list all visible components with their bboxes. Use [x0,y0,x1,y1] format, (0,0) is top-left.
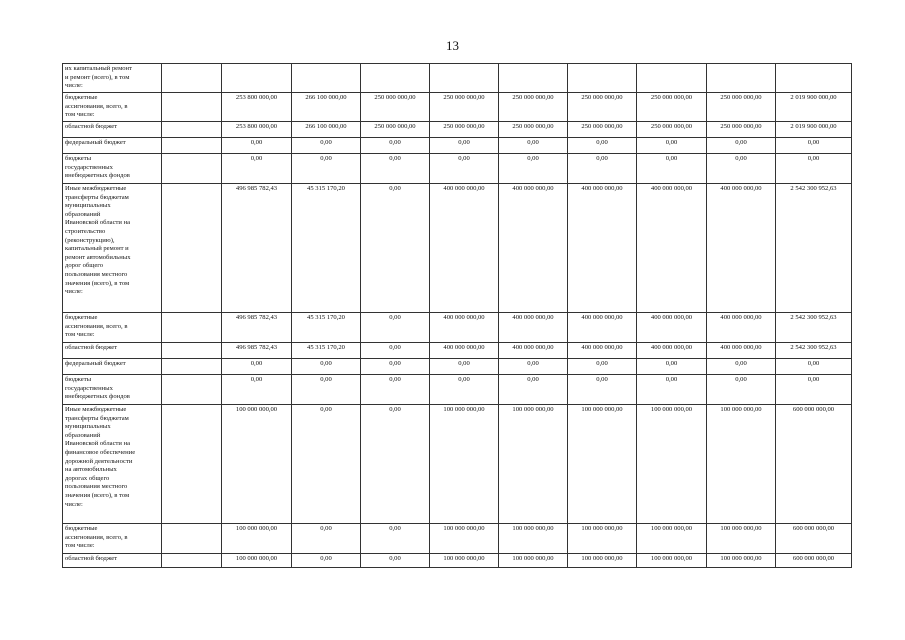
value-cell: 0,00 [361,138,430,154]
table-row [63,138,852,154]
value-cell: 0,00 [292,524,361,554]
value-cell: 250 000 000,00 [707,122,776,138]
row-label: бюджетные ассигнования, всего, в том числе: [63,313,162,343]
value-cell: 400 000 000,00 [637,343,707,359]
value-cell: 0,00 [361,554,430,568]
value-cell: 0,00 [707,375,776,405]
value-cell: 0,00 [707,138,776,154]
value-cell: 400 000 000,00 [430,343,499,359]
blank-cell [162,359,222,375]
value-cell: 266 100 000,00 [292,122,361,138]
value-cell: 2 019 900 000,00 [776,93,852,122]
value-cell: 100 000 000,00 [430,405,499,524]
row-label: областной бюджет [63,554,162,568]
blank-cell [162,64,222,93]
value-cell: 0,00 [568,359,637,375]
row-label: бюджеты государственных внебюджетных фондов [63,375,162,405]
value-cell: 0,00 [776,138,852,154]
value-cell: 253 800 000,00 [222,93,292,122]
value-cell: 400 000 000,00 [637,184,707,313]
row-label: Иные межбюджетные трансферты бюджетам муниципальных образований Ивановской области на финансовое обеспечение дорожной деятельности на автомобильных дорогах общего пользования местного значения (всего), в том числе: [63,405,162,524]
value-cell: 0,00 [292,405,361,524]
value-cell: 0,00 [430,359,499,375]
value-cell: 0,00 [776,375,852,405]
value-cell: 400 000 000,00 [637,313,707,343]
value-cell: 0,00 [292,138,361,154]
table-row [63,554,852,568]
blank-cell [162,343,222,359]
value-cell: 400 000 000,00 [568,313,637,343]
table-row [63,524,852,554]
row-label: федеральный бюджет [63,138,162,154]
page-number: 13 [446,38,459,53]
value-cell: 250 000 000,00 [361,122,430,138]
value-cell: 100 000 000,00 [222,554,292,568]
value-cell [292,64,361,93]
value-cell: 100 000 000,00 [568,405,637,524]
value-cell: 400 000 000,00 [568,184,637,313]
value-cell [430,64,499,93]
value-cell: 0,00 [707,359,776,375]
table-row [63,64,852,93]
value-cell: 253 800 000,00 [222,122,292,138]
blank-cell [162,93,222,122]
value-cell: 496 985 782,43 [222,313,292,343]
value-cell: 0,00 [499,359,568,375]
value-cell: 600 000 000,00 [776,554,852,568]
table-row [63,359,852,375]
row-label: Иные межбюджетные трансферты бюджетам муниципальных образований Ивановской области на строительство (реконструкцию), капитальный ремонт и ремонт автомобильных дорог общего пользования местного значения (всего), в том числе: [63,184,162,313]
value-cell: 0,00 [637,375,707,405]
value-cell: 0,00 [568,138,637,154]
value-cell: 400 000 000,00 [430,313,499,343]
value-cell: 0,00 [361,405,430,524]
value-cell: 250 000 000,00 [568,122,637,138]
value-cell: 250 000 000,00 [499,122,568,138]
value-cell: 400 000 000,00 [568,343,637,359]
row-label: областной бюджет [63,343,162,359]
value-cell: 600 000 000,00 [776,524,852,554]
value-cell: 0,00 [361,184,430,313]
blank-cell [162,554,222,568]
value-cell: 250 000 000,00 [499,93,568,122]
value-cell: 100 000 000,00 [430,554,499,568]
value-cell: 45 315 170,20 [292,184,361,313]
row-label: бюджеты государственных внебюджетных фондов [63,154,162,184]
value-cell: 0,00 [222,359,292,375]
value-cell: 2 542 300 952,63 [776,313,852,343]
value-cell: 250 000 000,00 [637,122,707,138]
value-cell: 250 000 000,00 [430,122,499,138]
value-cell: 100 000 000,00 [222,405,292,524]
value-cell: 2 542 300 952,63 [776,343,852,359]
table-row [63,405,852,524]
blank-cell [162,524,222,554]
value-cell [499,64,568,93]
value-cell: 0,00 [292,154,361,184]
value-cell: 100 000 000,00 [499,554,568,568]
value-cell [361,64,430,93]
value-cell: 496 985 782,43 [222,184,292,313]
table-row [63,343,852,359]
value-cell: 100 000 000,00 [707,524,776,554]
value-cell: 0,00 [361,524,430,554]
value-cell: 0,00 [222,375,292,405]
value-cell [568,64,637,93]
table-row [63,184,852,313]
value-cell: 100 000 000,00 [222,524,292,554]
value-cell: 100 000 000,00 [430,524,499,554]
value-cell: 250 000 000,00 [637,93,707,122]
blank-cell [162,122,222,138]
row-label: федеральный бюджет [63,359,162,375]
value-cell [222,64,292,93]
value-cell: 100 000 000,00 [637,405,707,524]
value-cell: 45 315 170,20 [292,343,361,359]
value-cell: 0,00 [361,359,430,375]
value-cell: 0,00 [430,138,499,154]
value-cell: 100 000 000,00 [568,554,637,568]
value-cell: 400 000 000,00 [707,313,776,343]
value-cell: 0,00 [637,359,707,375]
value-cell: 0,00 [499,154,568,184]
value-cell: 100 000 000,00 [499,524,568,554]
row-label: их капитальный ремонт и ремонт (всего), в том числе: [63,64,162,93]
value-cell: 0,00 [292,359,361,375]
value-cell: 100 000 000,00 [568,524,637,554]
value-cell: 0,00 [430,375,499,405]
value-cell: 0,00 [430,154,499,184]
value-cell: 0,00 [776,154,852,184]
value-cell: 250 000 000,00 [707,93,776,122]
value-cell: 0,00 [361,154,430,184]
value-cell: 400 000 000,00 [499,313,568,343]
value-cell: 2 019 900 000,00 [776,122,852,138]
blank-cell [162,375,222,405]
blank-cell [162,184,222,313]
value-cell: 0,00 [707,154,776,184]
budget-table [62,63,852,568]
row-label: областной бюджет [63,122,162,138]
value-cell: 100 000 000,00 [637,524,707,554]
value-cell: 0,00 [776,359,852,375]
table-row [63,93,852,122]
value-cell: 0,00 [222,138,292,154]
table-row [63,375,852,405]
value-cell: 0,00 [361,375,430,405]
table-row [63,122,852,138]
value-cell: 100 000 000,00 [499,405,568,524]
row-label: бюджетные ассигнования, всего, в том числе: [63,524,162,554]
value-cell: 400 000 000,00 [499,184,568,313]
value-cell [707,64,776,93]
table-row [63,154,852,184]
table-row [63,313,852,343]
value-cell: 0,00 [637,154,707,184]
value-cell: 400 000 000,00 [707,184,776,313]
value-cell: 0,00 [499,375,568,405]
value-cell: 0,00 [637,138,707,154]
blank-cell [162,154,222,184]
value-cell: 2 542 300 952,63 [776,184,852,313]
value-cell: 45 315 170,20 [292,313,361,343]
value-cell: 496 985 782,43 [222,343,292,359]
value-cell: 250 000 000,00 [430,93,499,122]
value-cell: 0,00 [568,154,637,184]
value-cell: 0,00 [292,375,361,405]
value-cell [776,64,852,93]
value-cell: 100 000 000,00 [637,554,707,568]
value-cell: 100 000 000,00 [707,405,776,524]
value-cell: 250 000 000,00 [568,93,637,122]
blank-cell [162,138,222,154]
value-cell: 0,00 [222,154,292,184]
value-cell: 400 000 000,00 [499,343,568,359]
value-cell: 250 000 000,00 [361,93,430,122]
blank-cell [162,313,222,343]
row-label: бюджетные ассигнования, всего, в том числе: [63,93,162,122]
value-cell: 400 000 000,00 [707,343,776,359]
value-cell: 400 000 000,00 [430,184,499,313]
value-cell: 600 000 000,00 [776,405,852,524]
value-cell: 0,00 [361,343,430,359]
value-cell: 0,00 [499,138,568,154]
value-cell [637,64,707,93]
value-cell: 0,00 [361,313,430,343]
value-cell: 100 000 000,00 [707,554,776,568]
value-cell: 266 100 000,00 [292,93,361,122]
value-cell: 0,00 [292,554,361,568]
blank-cell [162,405,222,524]
value-cell: 0,00 [568,375,637,405]
